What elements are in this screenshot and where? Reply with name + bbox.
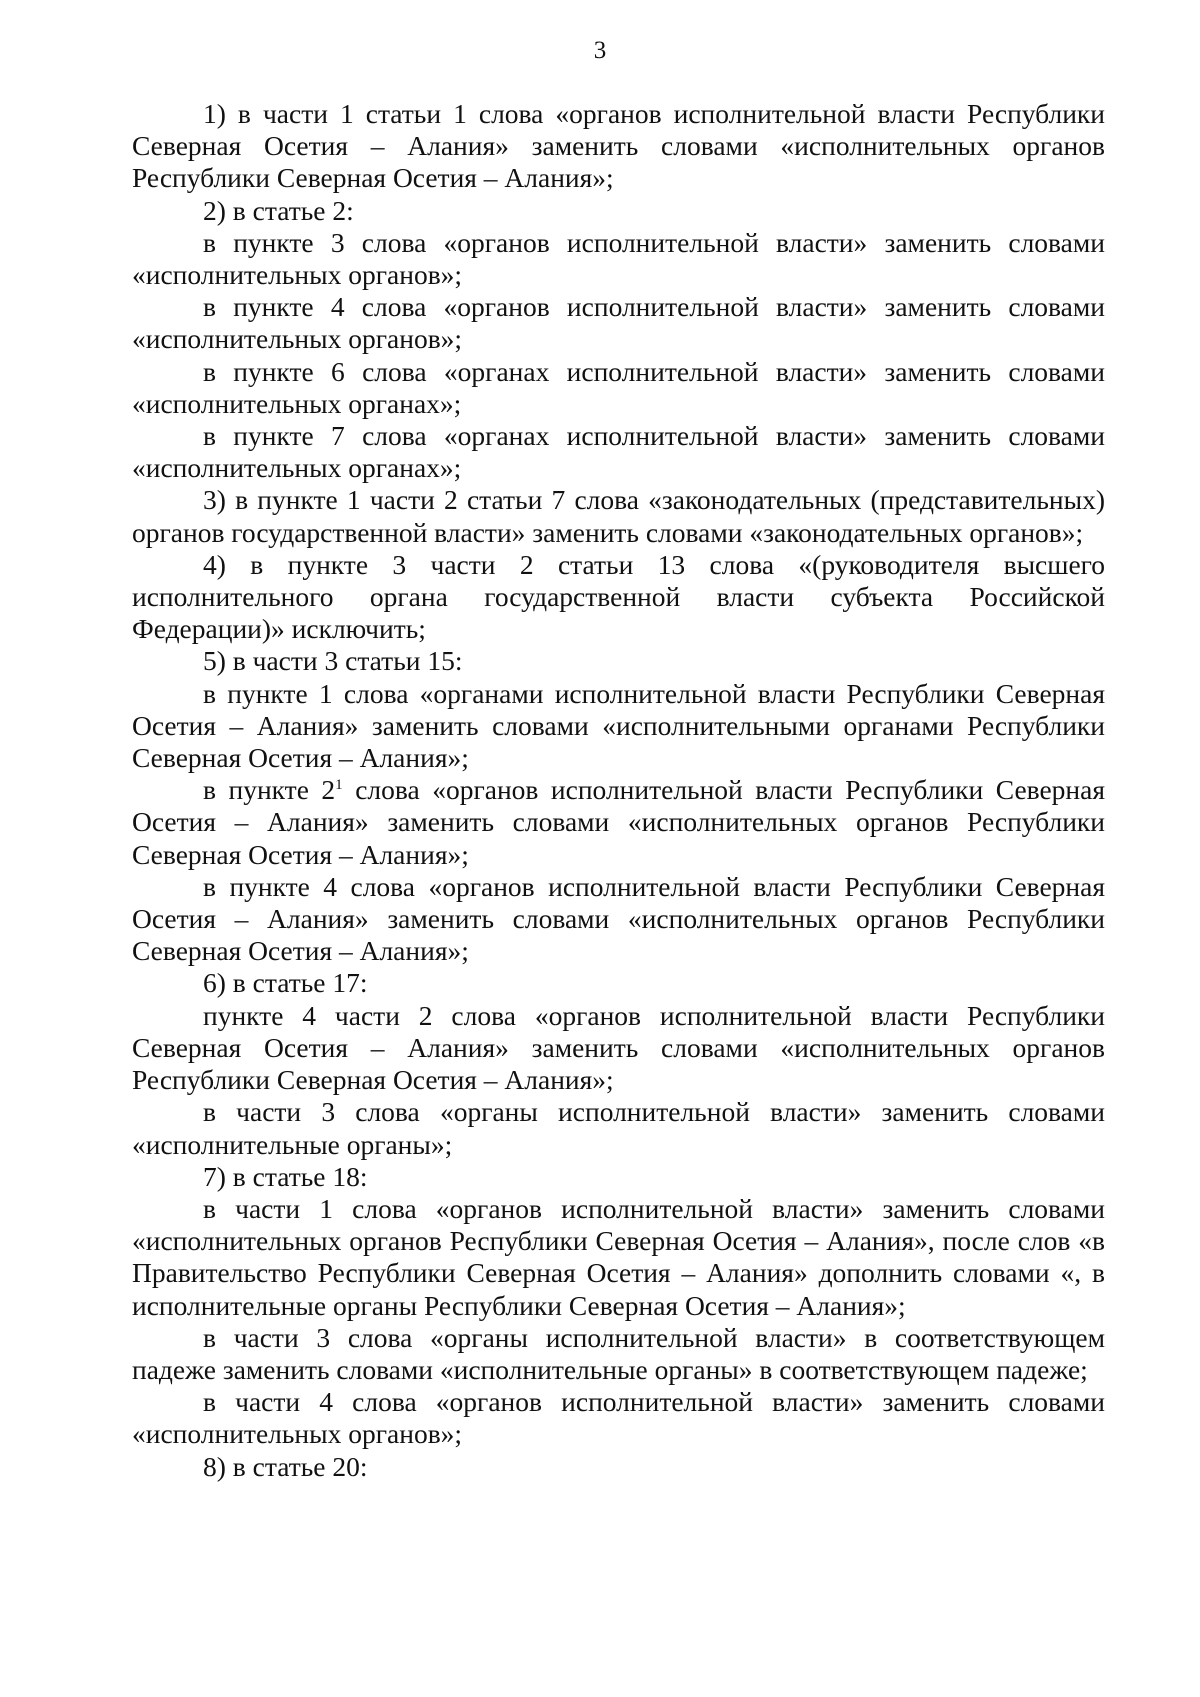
paragraph-19: в части 4 слова «органов исполнительной власти» заменить словами «исполнительных органов»; <box>132 1386 1105 1450</box>
document-body <box>132 98 1105 1483</box>
paragraph-15: в части 3 слова «органы исполнительной власти» заменить словами «исполнительные органы»; <box>132 1096 1105 1160</box>
page-number: 3 <box>593 37 607 64</box>
paragraph-18: в части 3 слова «органы исполнительной власти» в соответствующем падеже заменить словами «исполнительные органы» в соответствующем падеже; <box>132 1321 1105 1385</box>
paragraph-8: 4) в пункте 3 части 2 статьи 13 слова «(руководителя высшего исполнительного органа государственной власти субъекта Российской Федерации)» исключить; <box>132 548 1105 645</box>
paragraph-12: в пункте 4 слова «органов исполнительной власти Республики Северная Осетия – Алания» заменить словами «исполнительных органов Республики Северная Осетия – Алания»; <box>132 870 1105 967</box>
paragraph-11-end: слова «органов исполнительной власти Республики Северная Осетия – Алания» заменить словами «исполнительных органов Республики Северная Осетия – Алания»; <box>132 774 1105 870</box>
paragraph-7: 3) в пункте 1 части 2 статьи 7 слова «законодательных (представительных) органов государственной власти» заменить словами «законодательных органов»; <box>132 484 1105 548</box>
paragraph-17: в части 1 слова «органов исполнительной власти» заменить словами «исполнительных органов Республики Северная Осетия – Алания», после слов «в Правительство Республики Северная Осетия – Алания» дополнить словами «, в исполнительные органы Республики Северная Осетия – Алания»; <box>132 1192 1105 1321</box>
paragraph-6: в пункте 7 слова «органах исполнительной власти» заменить словами «исполнительных органах»; <box>132 420 1105 484</box>
paragraph-5: в пункте 6 слова «органах исполнительной власти» заменить словами «исполнительных органах»; <box>132 355 1105 419</box>
paragraph-14: пункте 4 части 2 слова «органов исполнительной власти Республики Северная Осетия – Алания» заменить словами «исполнительных органов Республики Северная Осетия – Алания»; <box>132 999 1105 1096</box>
paragraph-16: 7) в статье 18: <box>203 1160 368 1192</box>
paragraph-10: в пункте 1 слова «органами исполнительной власти Республики Северная Осетия – Алания» заменить словами «исполнительными органами Республики Северная Осетия – Алания»; <box>132 677 1105 774</box>
paragraph-3: в пункте 3 слова «органов исполнительной власти» заменить словами «исполнительных органов»; <box>132 226 1105 291</box>
paragraph-11 <box>132 774 1105 871</box>
paragraph-11-start: в пункте 2 <box>203 774 336 806</box>
paragraph-13: 6) в статье 17: <box>203 967 368 999</box>
paragraph-1: 1) в части 1 статьи 1 слова «органов исполнительной власти Республики Северная Осетия – Алания» заменить словами «исполнительных органов Республики Северная Осетия – Алания»; <box>132 98 1105 194</box>
paragraph-20: 8) в статье 20: <box>203 1450 368 1482</box>
superscript-index: 1 <box>335 777 343 794</box>
paragraph-4: в пункте 4 слова «органов исполнительной власти» заменить словами «исполнительных органов»; <box>132 291 1105 355</box>
paragraph-9: 5) в части 3 статьи 15: <box>203 645 463 677</box>
paragraph-2: 2) в статье 2: <box>203 194 354 226</box>
